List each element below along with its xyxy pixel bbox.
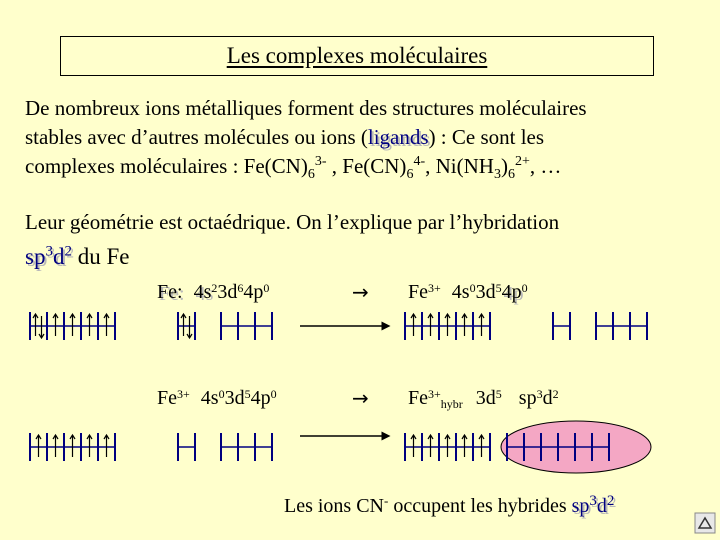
config-fe3plus-hybr: $Fe^{3+}_{hybr}$ $3d^5$ $sp^3d^2$ <box>408 387 559 411</box>
intro-line-2-start: stables avec d’autres molécules ou ions ( <box>25 125 368 149</box>
formula-3-mid: ) <box>500 154 508 178</box>
geometry-text: Leur géométrie est octaédrique. On l’explique par l’hybridation <box>25 210 560 234</box>
ligands-word: ligands <box>367 125 429 149</box>
config-fe3plus-2: $Fe^{3+}$ $4s^03d^54p^0$ <box>157 387 277 409</box>
formula-3-sub2: 6 <box>507 167 515 183</box>
formula-2-sup: 4- <box>413 154 426 169</box>
config-fe3plus: $Fe^{3+}$ $4s^03d^54p^0$ <box>408 281 528 303</box>
formula-3-text: , Ni(NH <box>425 154 494 178</box>
arrow-row-2: → <box>352 386 369 410</box>
intro-line-3-end: , … <box>529 154 562 178</box>
navigation-icon[interactable] <box>694 512 716 534</box>
formula-3-sup: 2+ <box>514 154 530 169</box>
formula-1-sup: 3- <box>314 154 327 169</box>
sp3d2-label: $sp^3d^2$ <box>25 243 72 269</box>
formula-2-sub: 6 <box>406 167 414 183</box>
page-title: Les complexes moléculaires <box>226 43 488 68</box>
intro-line-1-text: De nombreux ions métalliques forment des structures moléculaires <box>25 96 587 120</box>
footer-text: Les ions CN <box>284 495 384 517</box>
formula-2-text: , Fe(CN) <box>326 154 407 178</box>
du-fe-text: du Fe <box>71 244 130 269</box>
config-fe: Fe: $4s^23d^64p^0$ <box>157 281 270 303</box>
footer-sp3d2: $sp^3d^2$ <box>571 493 615 517</box>
arrow-row-1: → <box>352 280 369 304</box>
footer-sentence: Les ions CN- occupent les hybrides $sp^3d^2$ <box>284 493 615 517</box>
formula-1-text: complexes moléculaires : Fe(CN) <box>25 154 308 178</box>
formula-1-sub: 6 <box>307 167 315 183</box>
formula-3-sub1: 3 <box>493 167 501 183</box>
intro-line-2-end: ) : Ce sont les <box>428 125 545 149</box>
